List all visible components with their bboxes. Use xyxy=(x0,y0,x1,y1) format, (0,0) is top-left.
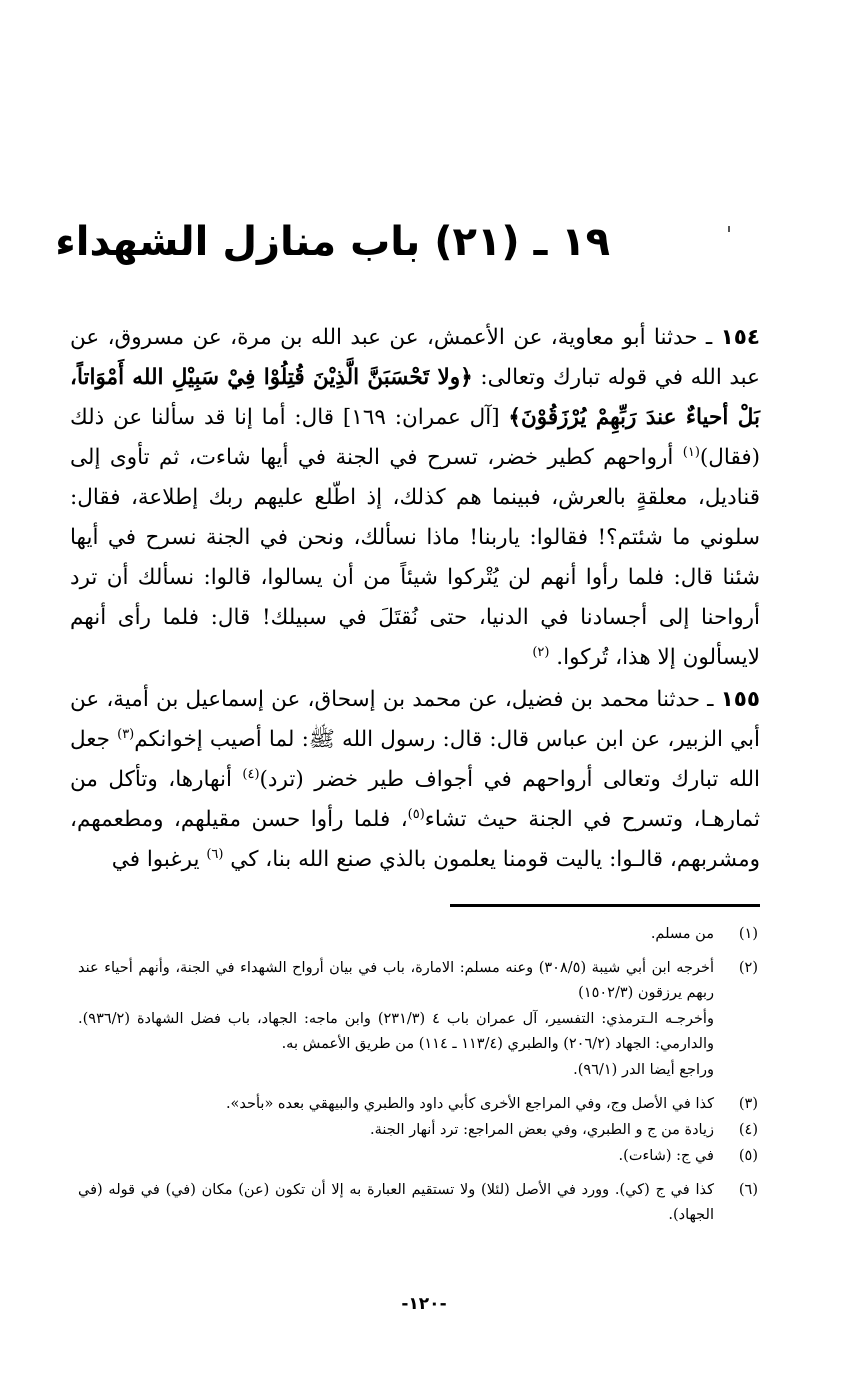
hadith-text: ـ حدثنا محمد بن فضيل، عن محمد بن إسحاق، عن إسماعيل بن أمية، عن أبي الزبير، عن ابن عباس قال: قال: رسول الله ﷺ: لما أصيب إخوانكم xyxy=(70,687,761,752)
footnote xyxy=(78,1092,758,1117)
hadith-text: [آل عمران: ١٦٩] قال: أما إنا قد سألنا عن ذلك (فقال) xyxy=(70,405,760,470)
footnote-text: كذا في الأصل وج، وفي المراجع الأخرى كأبي داود والطبري والبيهقي بعده «بأحد». xyxy=(225,1096,714,1112)
footnote xyxy=(78,1144,758,1169)
footnote-continuation xyxy=(78,1007,758,1057)
footnote-number: (١) xyxy=(738,926,758,942)
footnote xyxy=(78,1178,758,1228)
footnote-number: (٣) xyxy=(738,1096,758,1112)
hadith-text: أنهارها، وتأكل من ثمارهـا، وتسرح في الجنة حيث تشاء xyxy=(70,767,760,832)
footnote-ref: (٣) xyxy=(117,726,135,742)
footnote-text: زيادة من ج و الطبري، وفي بعض المراجع: ترد أنهار الجنة. xyxy=(370,1122,714,1138)
margin-mark xyxy=(728,226,730,232)
footnote-text: في ج: (شاءت). xyxy=(618,1148,714,1164)
footnote xyxy=(78,956,758,1006)
footnote-number: (٦) xyxy=(738,1182,758,1198)
footnote-text: وأخرجـه الـترمذي: التفسير، آل عمران باب ٤ (٢٣١/٣) وابن ماجه: الجهاد، باب فضل الشهادة (٩٣٦/٢). والدارمي: الجهاد (٢٠٦/٢) والطبري (١١٣/٤ ـ ١١٤) من طريق الأعمش به. xyxy=(78,1011,714,1052)
hadith-155 xyxy=(70,680,760,880)
hadith-text: يرغبوا في xyxy=(111,847,207,872)
hadith-number: ١٥٤ xyxy=(720,325,760,350)
footnote-text: وراجع أيضا الدر (٩٦/١). xyxy=(573,1062,714,1078)
footnote-ref: (٢) xyxy=(532,644,550,660)
footnote-ref: (٤) xyxy=(242,766,260,782)
footnote-number: (٤) xyxy=(738,1122,758,1138)
hadith-154-paragraph xyxy=(70,318,760,678)
footnote-number: (٥) xyxy=(738,1148,758,1164)
footnote xyxy=(78,922,758,947)
page-number: -١٢٠- xyxy=(401,1294,447,1314)
hadith-text: أرواحهم كطير خضر، تسرح في الجنة في أيها شاءت، ثم تأوى إلى قناديل، معلقةٍ بالعرش، فبينما هم كذلك، إذ اطّلع عليهم ربك إطلاعة، فقال: سلوني ما شئتم؟! فقالوا: ياربنا! ماذا نسألك، ونحن في الجنة نسرح في أيها شئنا قال: فلما رأوا أنهم لن يُتْركوا شيئاً من أن يسالوا، قالوا: نسألك أن ترد أرواحنا إلى أجسادنا في الدنيا، حتى نُقتَلَ في سبيلك! قال: فلما رأى أنهم لايسألون إلا هذا، تُركوا. xyxy=(70,445,760,670)
chapter-title: ١٩ ـ (٢١) باب منازل الشهداء xyxy=(55,219,610,265)
hadith-number: ١٥٥ xyxy=(720,687,760,712)
hadith-155-paragraph xyxy=(70,680,760,880)
footnote-text: من مسلم. xyxy=(650,926,714,942)
hadith-text: جعل الله تبارك وتعالى أرواحهم في أجواف طير خضر (ترد) xyxy=(70,727,760,792)
footnote xyxy=(78,1118,758,1143)
footnote-number: (٢) xyxy=(738,960,758,976)
footnote-text: أخرجه ابن أبي شيبة (٣٠٨/٥) وعنه مسلم: الامارة، باب في بيان أرواح الشهداء في الجنة، وأنهم أحياء عند ربهم يرزقون (١٥٠٢/٣) xyxy=(78,960,714,1001)
footnote-continuation xyxy=(78,1058,758,1083)
footnote-ref: (١) xyxy=(682,444,700,460)
footnotes xyxy=(78,922,758,1228)
quran-verse: ﴿ولا تَحْسَبَنَّ الَّذِيْنَ قُتِلُوْا فِيْ سَبِيْلِ الله أَمْوَاتاً، بَلْ أحياءٌ عندَ رَبِّهِمْ يُرْزَقُوْنَ﴾ xyxy=(70,365,760,430)
footnote-ref: (٦) xyxy=(206,846,224,862)
hadith-text: ، فلما رأوا حسن مقيلهم، ومطعمهم، ومشربهم، قالـوا: ياليت قومنا يعلمون بالذي صنع الله بنا، كي xyxy=(70,807,760,872)
footnote-separator xyxy=(450,904,760,907)
hadith-text: ـ حدثنا أبو معاوية، عن الأعمش، عن عبد الله بن مرة، عن مسروق، عن عبد الله في قوله تبارك وتعالى: xyxy=(70,325,760,390)
hadith-154 xyxy=(70,318,760,678)
footnote-text: كذا في ج (كي). وورد في الأصل (لئلا) ولا تستقيم العبارة به إلا أن تكون (عن) مكان (في) في قوله (في الجهاد). xyxy=(78,1182,714,1223)
footnote-ref: (٥) xyxy=(407,806,425,822)
